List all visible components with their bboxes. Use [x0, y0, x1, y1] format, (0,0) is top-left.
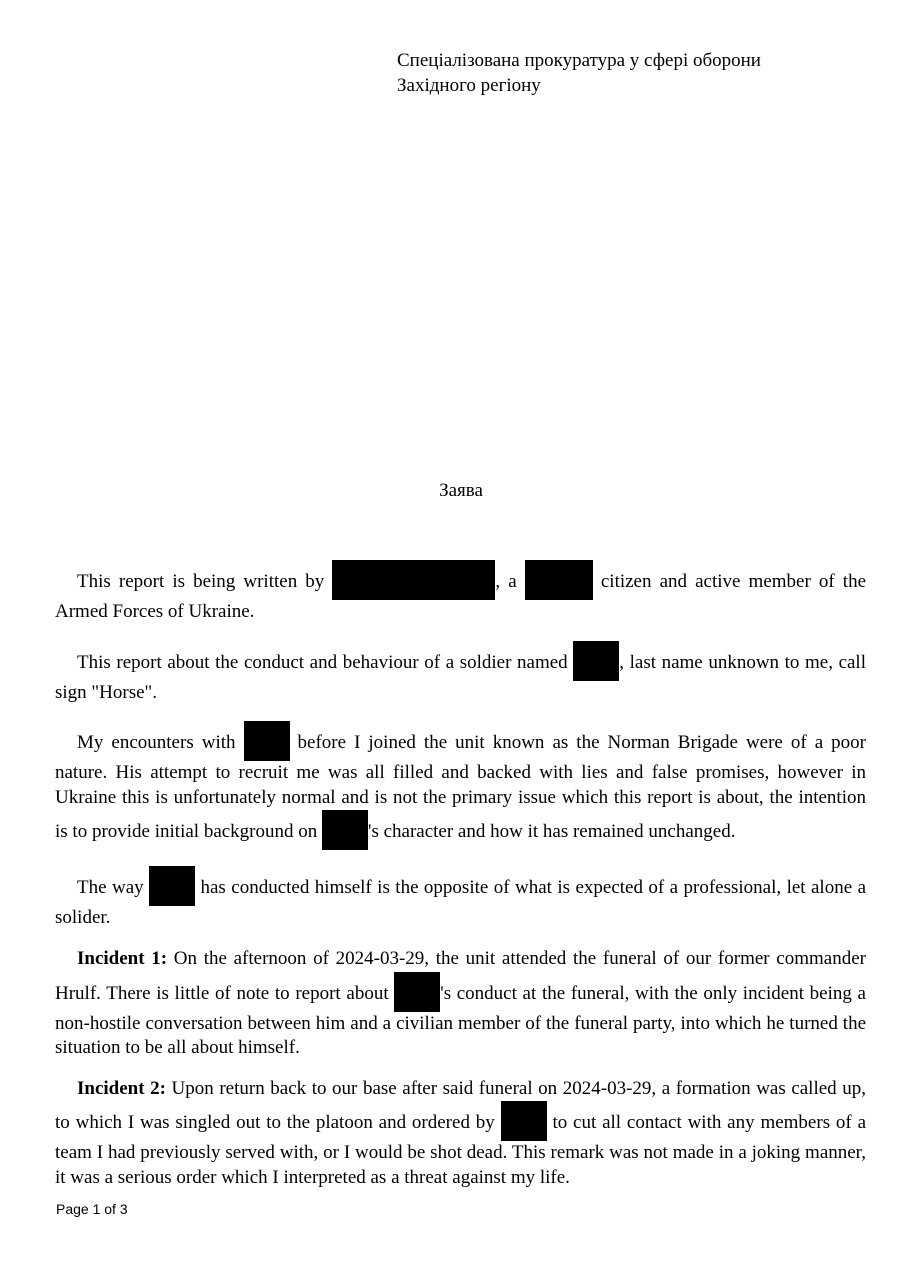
paragraph-text: On the afternoon of 2024-03-29, the unit attended the funeral of our former commander Hrulf. There is little of note to report about [55, 947, 866, 1004]
redaction-box [149, 866, 195, 906]
paragraph-text: This report about the conduct and behaviour of a soldier named [77, 651, 568, 673]
paragraph-text: to cut all contact with any members of a team I had previously served with, or I would be shot dead. This remark was not made in a joking manner, it was a serious order which I interpreted as a threat against my life. [55, 1112, 867, 1188]
paragraph-conduct [55, 866, 866, 931]
paragraph-text: has conducted himself is the opposite of what is expected of a professional, let alone a solider. [55, 877, 867, 929]
paragraph-text: My encounters with [77, 732, 236, 754]
addressee-line-1: Спеціалізована прокуратура у сфері оборони [397, 50, 761, 71]
paragraph-text: The way [77, 877, 144, 899]
redaction-box [332, 560, 495, 600]
paragraph-background [55, 721, 866, 850]
redaction-box [322, 810, 368, 850]
paragraph-text: citizen and active member of the Armed Forces of Ukraine. [55, 571, 867, 622]
paragraph-text: 's conduct at the funeral, with the only incident being a non-hostile conversation between him and a civilian member of the funeral party, into which he turned the situation to be all about himself. [55, 982, 866, 1059]
addressee-block [397, 48, 761, 98]
incident-label: Incident 1: [77, 947, 168, 969]
report-body [55, 560, 866, 1207]
document-title: Заява [439, 480, 483, 501]
redaction-box [394, 972, 440, 1012]
redaction-box [244, 721, 290, 761]
page-number-footer: Page 1 of 3 [56, 1201, 128, 1217]
redaction-box [501, 1101, 547, 1141]
addressee-line-2: Західного регіону [397, 75, 541, 96]
paragraph-text: Upon return back to our base after said funeral on 2024-03-29, a formation was called up, to which I was singled out to the platoon and ordered by [55, 1077, 866, 1134]
redaction-box [525, 560, 593, 600]
redaction-box [573, 641, 619, 681]
paragraph-text: , a [495, 571, 517, 592]
paragraph-subject [55, 641, 866, 706]
paragraph-author [55, 560, 866, 625]
paragraph-incident-2 [55, 1077, 866, 1191]
paragraph-text: before I joined the unit known as the Norman Brigade were of a poor nature. His attempt to recruit me was all filled and backed with lies and false promises, however in Ukraine this is unfortunately normal and is not the primary issue which this report is about, the intention is to provide initial background on [55, 732, 866, 843]
paragraph-text: , last name unknown to me, call sign "Horse". [55, 651, 866, 703]
paragraph-incident-1 [55, 947, 866, 1061]
paragraph-text: This report is being written by [77, 571, 325, 592]
paragraph-text: 's character and how it has remained unchanged. [368, 821, 736, 843]
incident-label: Incident 2: [77, 1077, 166, 1099]
